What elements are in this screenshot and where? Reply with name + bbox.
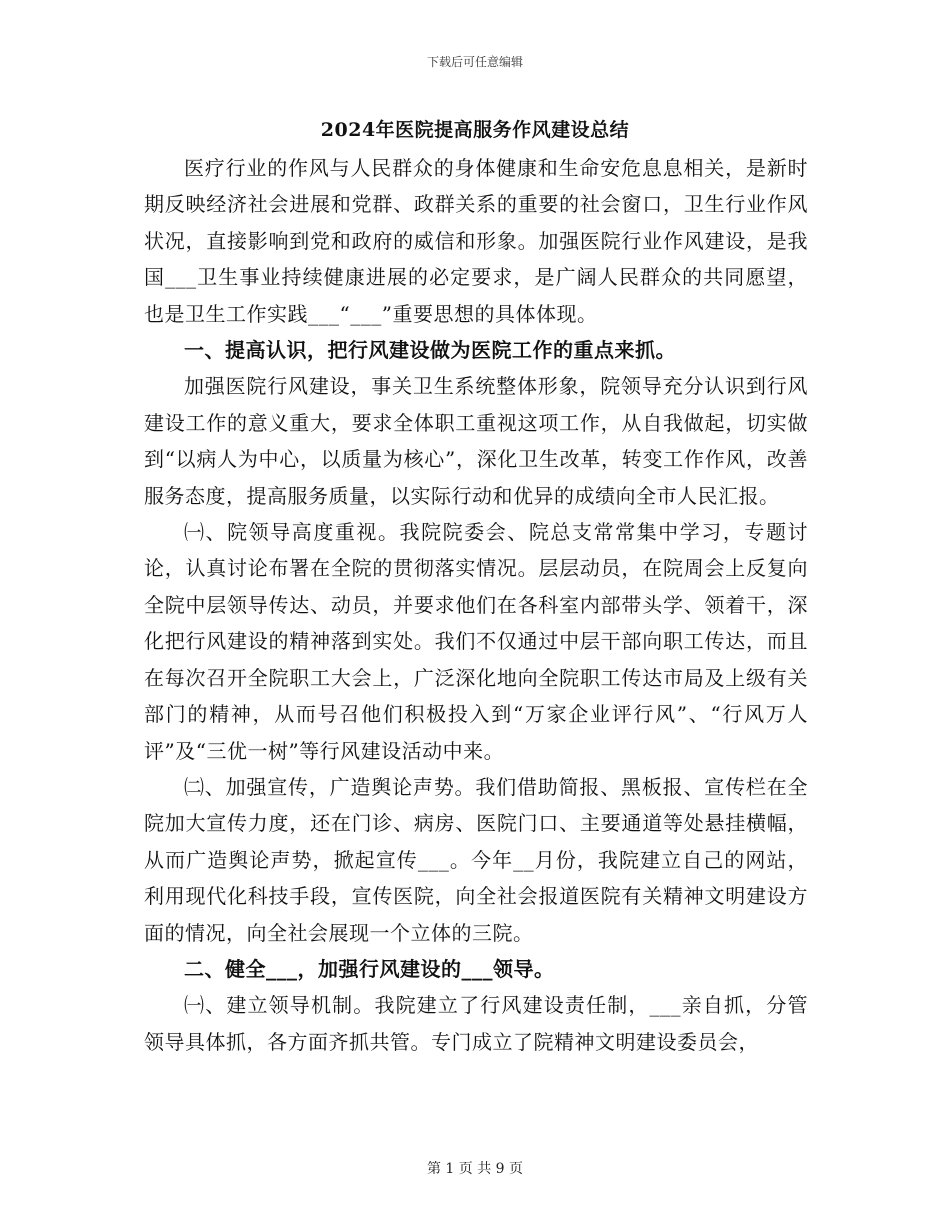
paragraph-subsection-1-2: ㈡、加强宣传，广造舆论声势。我们借助简报、黑板报、宣传栏在全院加大宣传力度，还在门诊、病房、医院门口、主要通道等处悬挂横幅，从而广造舆论声势，掀起宣传___。今年__月份，我院建立自己的网站，利用现代化科技手段，宣传医院，向全社会报道医院有关精神文明建设方面的情况，向全社会展现一个立体的三院。 xyxy=(144,774,808,945)
section-heading-2: 二、健全___，加强行风建设的___领导。 xyxy=(184,956,555,981)
paragraph-subsection-2-1: ㈠、建立领导机制。我院建立了行风建设责任制，___亲自抓，分管领导具体抓，各方面齐抓共管。专门成立了院精神文明建设委员会， xyxy=(144,993,808,1054)
section-heading-1: 一、提高认识，把行风建设做为医院工作的重点来抓。 xyxy=(184,338,676,363)
paragraph-section-1: 加强医院行风建设，事关卫生系统整体形象，院领导充分认识到行风建设工作的意义重大，要求全体职工重视这项工作，从自我做起，切实做到“以病人为中心，以质量为核心”，深化卫生改革，转变工作作风，改善服务态度，提高服务质量，以实际行动和优异的成绩向全市人民汇报。 xyxy=(144,374,808,508)
page-footer: 第 1 页 共 9 页 xyxy=(426,1161,524,1177)
paragraph-intro: 医疗行业的作风与人民群众的身体健康和生命安危息息相关，是新时期反映经济社会进展和党群、政群关系的重要的社会窗口，卫生行业作风状况，直接影响到党和政府的威信和形象。加强医院行业作风建设，是我国___卫生事业持续健康进展的必定要求，是广阔人民群众的共同愿望，也是卫生工作实践___“___”重要思想的具体体现。 xyxy=(144,156,808,326)
document-body xyxy=(144,150,808,1060)
paragraph-subsection-1-1: ㈠、院领导高度重视。我院院委会、院总支常常集中学习，专题讨论，认真讨论布署在全院的贯彻落实情况。层层动员，在院周会上反复向全院中层领导传达、动员，并要求他们在各科室内部带头学、领着干，深化把行风建设的精神落到实处。我们不仅通过中层干部向职工传达，而且在每次召开全院职工大会上，广泛深化地向全院职工传达市局及上级有关部门的精神，从而号召他们积极投入到“万家企业评行风”、“行风万人评”及“三优一树”等行风建设活动中来。 xyxy=(144,520,808,763)
page-header-note: 下载后可任意编辑 xyxy=(426,55,523,69)
document-title: 2024年医院提高服务作风建设总结 xyxy=(320,119,630,141)
